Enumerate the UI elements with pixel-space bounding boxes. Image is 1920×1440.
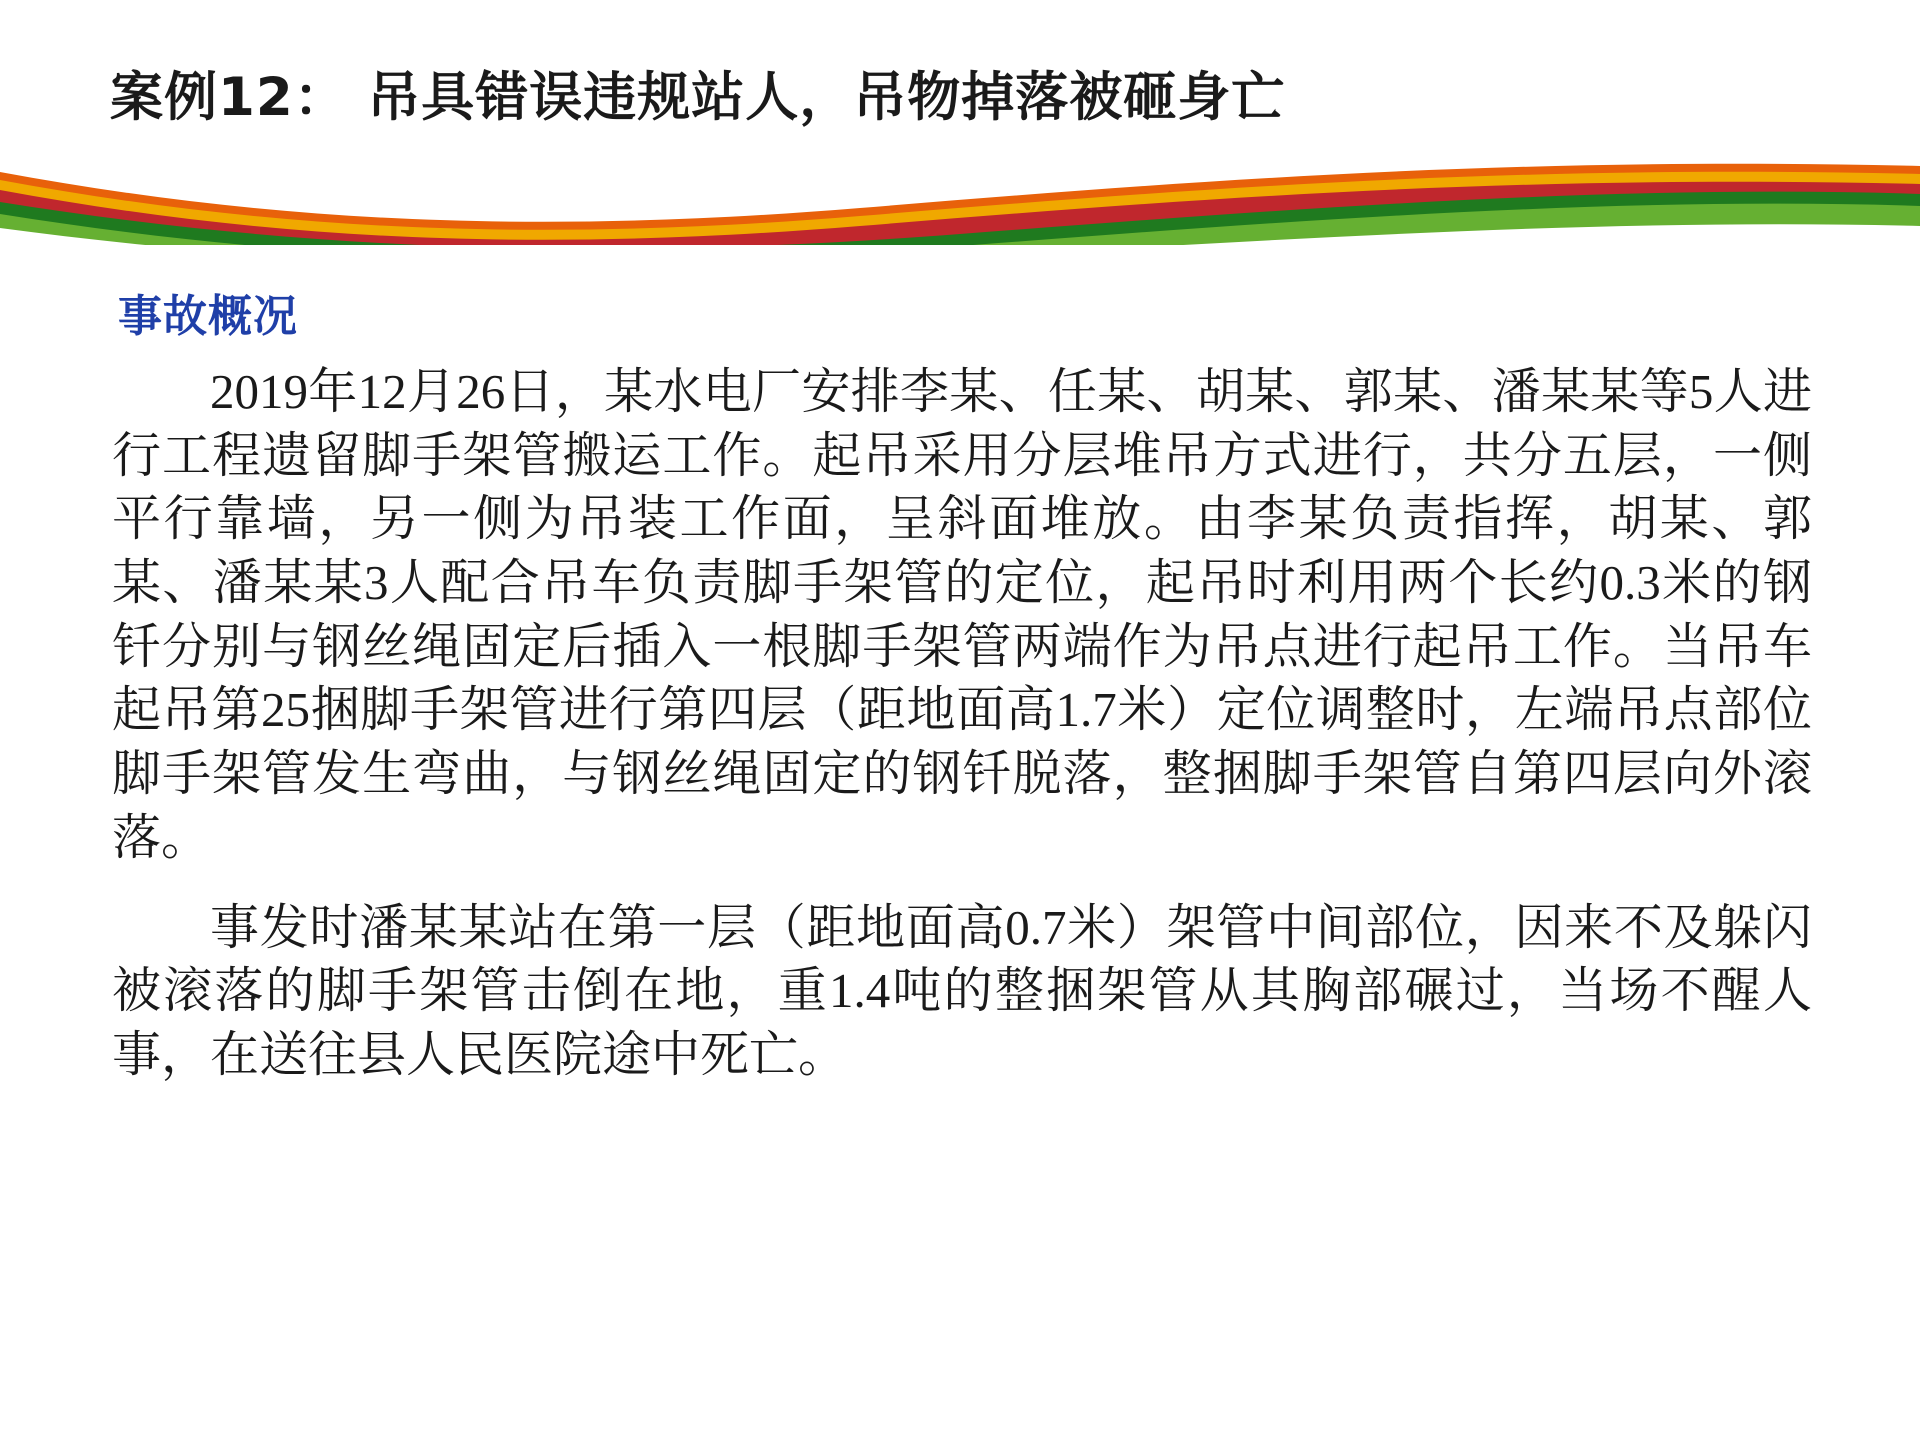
page-title: 案例12： 吊具错误违规站人，吊物掉落被砸身亡 <box>110 67 1286 128</box>
wave-graphic <box>0 150 1920 245</box>
paragraph-1: 2019年12月26日，某水电厂安排李某、任某、胡某、郭某、潘某某等5人进行工程遗留脚手架管搬运工作。起吊采用分层堆吊方式进行，共分五层，一侧平行靠墙，另一侧为吊装工作面，呈斜面堆放。由李某负责指挥，胡某、郭某、潘某某3人配合吊车负责脚手架管的定位，起吊时利用两个长约0.3米的钢钎分别与钢丝绳固定后插入一根脚手架管两端作为吊点进行起吊工作。当吊车起吊第25捆脚手架管进行第四层（距地面高1.7米）定位调整时，左端吊点部位脚手架管发生弯曲，与钢丝绳固定的钢钎脱落，整捆脚手架管自第四层向外滚落。 <box>112 364 1812 865</box>
body-text-block <box>112 360 1812 1113</box>
section-heading: 事故概况 <box>118 291 298 342</box>
paragraph-2: 事发时潘某某站在第一层（距地面高0.7米）架管中间部位，因来不及躲闪被滚落的脚手架管击倒在地，重1.4吨的整捆架管从其胸部碾过，当场不醒人事，在送往县人民医院途中死亡。 <box>112 899 1812 1082</box>
decorative-wave-band <box>0 150 1920 245</box>
